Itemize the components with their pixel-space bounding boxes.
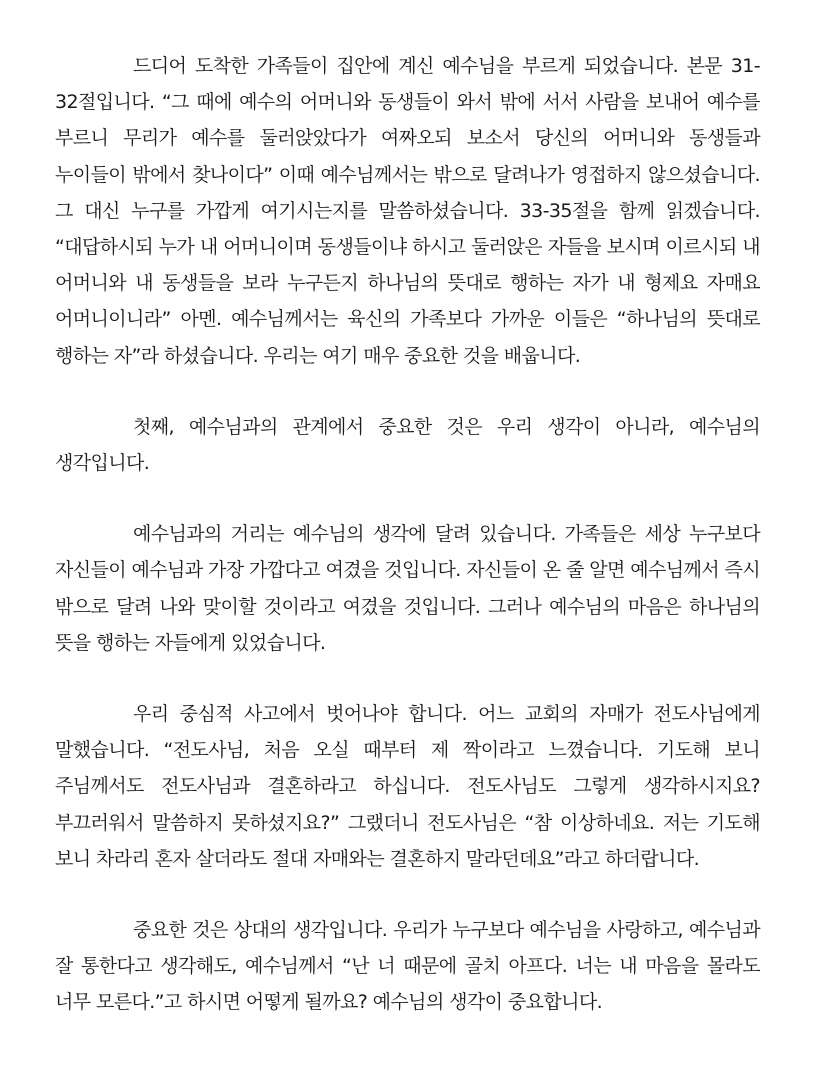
paragraph-anecdote: 우리 중심적 사고에서 벗어나야 합니다. 어느 교회의 자매가 전도사님에게 말했습니다. “전도사님, 처음 오실 때부터 제 짝이라고 느꼈습니다. 기도해 보니 주님께서도 전도사님과 결혼하라고 하십니다. 전도사님도 그렇게 생각하시지요? 부끄러워서 말씀하지 못하셨지요?” 그랬더니 전도사님은 “참 이상하네요. 저는 기도해 보니 차라리 혼자 살더라도 절대 자매와는 결혼하지 말라던데요”라고 하더랍니다. xyxy=(55,703,760,870)
document-page xyxy=(55,48,760,1021)
paragraph-scripture-intro: 드디어 도착한 가족들이 집안에 계신 예수님을 부르게 되었습니다. 본문 31-32절입니다. “그 때에 예수의 어머니와 동생들이 와서 밖에 서서 사람을 보내어 예수를 부르니 무리가 예수를 둘러앉았다가 여짜오되 보소서 당신의 어머니와 동생들과 누이들이 밖에서 찾나이다” 이때 예수님께서는 밖으로 달려나가 영접하지 않으셨습니다. 그 대신 누구를 가깝게 여기시는지를 말씀하셨습니다. 33-35절을 함께 읽겠습니다. “대답하시되 누가 내 어머니이며 동생들이냐 하시고 둘러앉은 자들을 보시며 이르시되 내 어머니와 내 동생들을 보라 누구든지 하나님의 뜻대로 행하는 자가 내 형제요 자매요 어머니이니라” 아멘. 예수님께서는 육신의 가족보다 가까운 이들은 “하나님의 뜻대로 행하는 자”라 하셨습니다. 우리는 여기 매우 중요한 것을 배웁니다. xyxy=(55,55,760,367)
paragraph-distance: 예수님과의 거리는 예수님의 생각에 달려 있습니다. 가족들은 세상 누구보다 자신들이 예수님과 가장 가깝다고 여겼을 것입니다. 자신들이 온 줄 알면 예수님께서 즉시 밖으로 달려 나와 맞이할 것이라고 여겼을 것입니다. 그러나 예수님의 마음은 하나님의 뜻을 행하는 자들에게 있었습니다. xyxy=(55,523,760,654)
paragraph-first-point: 첫째, 예수님과의 관계에서 중요한 것은 우리 생각이 아니라, 예수님의 생각입니다. xyxy=(55,415,760,475)
paragraph-conclusion: 중요한 것은 상대의 생각입니다. 우리가 누구보다 예수님을 사랑하고, 예수님과 잘 통한다고 생각해도, 예수님께서 “난 너 때문에 골치 아프다. 너는 내 마음을 몰라도 너무 모른다.”고 하시면 어떻게 될까요? 예수님의 생각이 중요합니다. xyxy=(55,919,760,1014)
